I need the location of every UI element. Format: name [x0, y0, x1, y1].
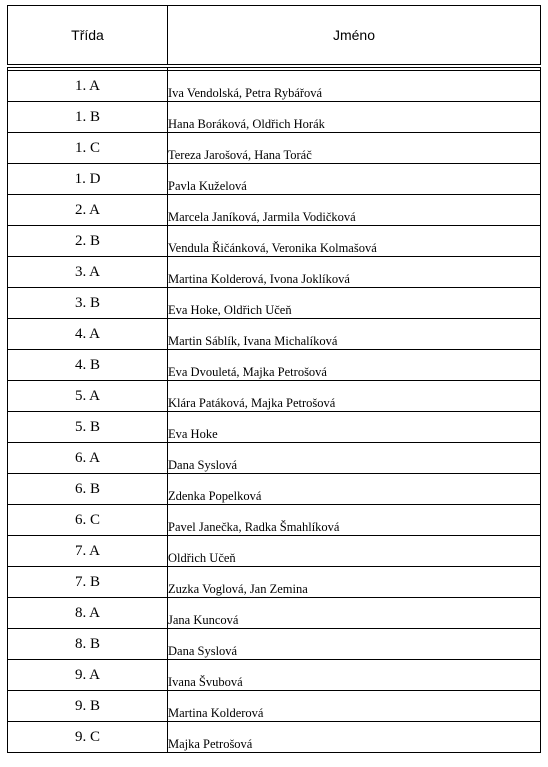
table-row	[8, 71, 541, 102]
table-row	[8, 474, 541, 505]
class-cell: 1. B	[8, 102, 168, 133]
class-cell: 3. B	[8, 288, 168, 319]
class-cell: 8. A	[8, 598, 168, 629]
table-header-row	[8, 6, 541, 67]
header-class: Třída	[8, 6, 168, 67]
table-row	[8, 195, 541, 226]
names-cell: Klára Patáková, Majka Petrošová	[168, 381, 541, 412]
class-cell: 7. B	[8, 567, 168, 598]
names-cell: Ivana Švubová	[168, 660, 541, 691]
table-row	[8, 381, 541, 412]
table-row	[8, 567, 541, 598]
names-cell: Pavel Janečka, Radka Šmahlíková	[168, 505, 541, 536]
table-row	[8, 102, 541, 133]
class-cell: 2. A	[8, 195, 168, 226]
table-row	[8, 288, 541, 319]
class-cell: 9. C	[8, 722, 168, 753]
names-cell: Zuzka Voglová, Jan Zemina	[168, 567, 541, 598]
class-cell: 3. A	[8, 257, 168, 288]
names-cell: Hana Boráková, Oldřich Horák	[168, 102, 541, 133]
names-cell: Eva Dvouletá, Majka Petrošová	[168, 350, 541, 381]
class-cell: 7. A	[8, 536, 168, 567]
class-teacher-table	[7, 5, 541, 753]
class-cell: 6. A	[8, 443, 168, 474]
table-row	[8, 691, 541, 722]
class-cell: 5. B	[8, 412, 168, 443]
header-name: Jméno	[168, 6, 541, 67]
class-cell: 6. C	[8, 505, 168, 536]
table-row	[8, 350, 541, 381]
table-row	[8, 133, 541, 164]
table-row	[8, 660, 541, 691]
table-row	[8, 226, 541, 257]
table-body	[8, 66, 541, 753]
class-cell: 6. B	[8, 474, 168, 505]
table-row	[8, 412, 541, 443]
table-row	[8, 505, 541, 536]
table-row	[8, 629, 541, 660]
table-row	[8, 598, 541, 629]
names-cell: Eva Hoke, Oldřich Učeň	[168, 288, 541, 319]
names-cell: Majka Petrošová	[168, 722, 541, 753]
class-cell: 9. A	[8, 660, 168, 691]
names-cell: Dana Syslová	[168, 443, 541, 474]
names-cell: Marcela Janíková, Jarmila Vodičková	[168, 195, 541, 226]
names-cell: Pavla Kuželová	[168, 164, 541, 195]
table-row	[8, 536, 541, 567]
class-cell: 5. A	[8, 381, 168, 412]
table-row	[8, 164, 541, 195]
class-cell: 4. B	[8, 350, 168, 381]
names-cell: Vendula Řičánková, Veronika Kolmašová	[168, 226, 541, 257]
names-cell: Iva Vendolská, Petra Rybářová	[168, 71, 541, 102]
names-cell: Tereza Jarošová, Hana Toráč	[168, 133, 541, 164]
class-cell: 4. A	[8, 319, 168, 350]
names-cell: Oldřich Učeň	[168, 536, 541, 567]
table-row	[8, 257, 541, 288]
class-cell: 2. B	[8, 226, 168, 257]
names-cell: Dana Syslová	[168, 629, 541, 660]
names-cell: Eva Hoke	[168, 412, 541, 443]
names-cell: Martina Kolderová, Ivona Joklíková	[168, 257, 541, 288]
table-row	[8, 722, 541, 753]
class-cell: 1. A	[8, 71, 168, 102]
table-row	[8, 443, 541, 474]
table-row	[8, 319, 541, 350]
class-cell: 8. B	[8, 629, 168, 660]
class-cell: 1. C	[8, 133, 168, 164]
names-cell: Jana Kuncová	[168, 598, 541, 629]
class-cell: 1. D	[8, 164, 168, 195]
class-cell: 9. B	[8, 691, 168, 722]
names-cell: Martin Sáblík, Ivana Michalíková	[168, 319, 541, 350]
names-cell: Martina Kolderová	[168, 691, 541, 722]
names-cell: Zdenka Popelková	[168, 474, 541, 505]
